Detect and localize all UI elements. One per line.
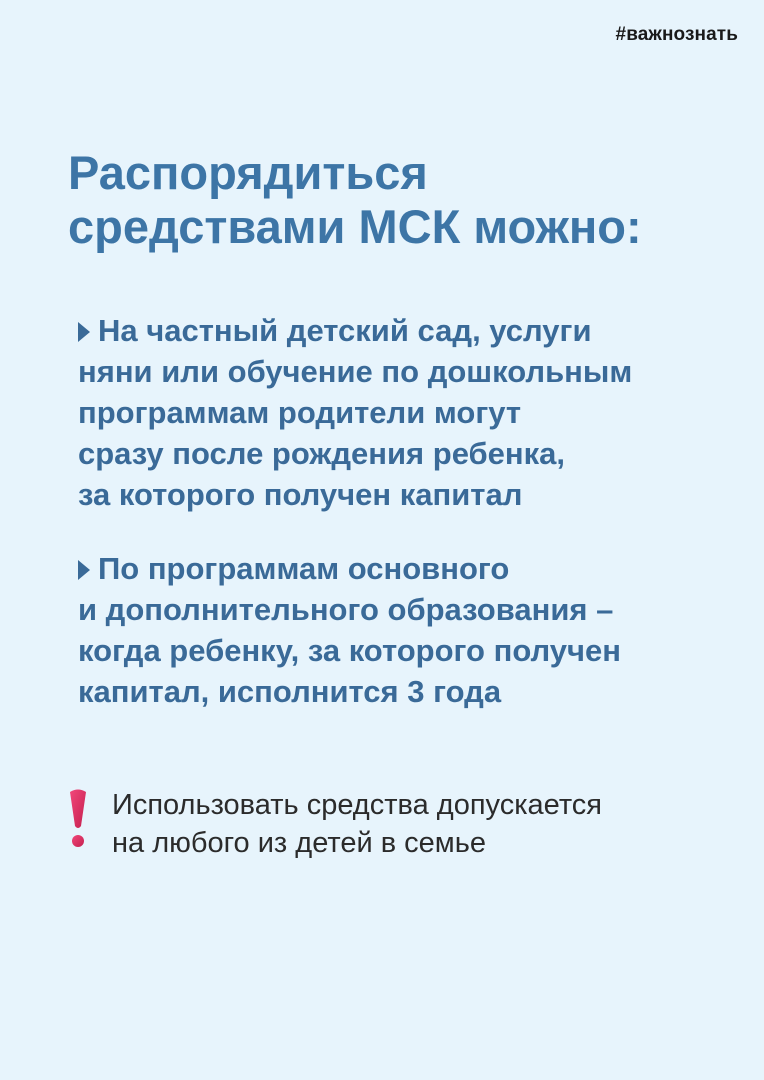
bullet-1-line-1: На частный детский сад, услуги xyxy=(78,310,718,351)
note-text xyxy=(112,786,602,862)
title-line-1: Распорядиться xyxy=(68,146,428,199)
page-title xyxy=(68,146,728,254)
bullet-2-line-2: и дополнительного образования – xyxy=(78,592,614,627)
bullet-2-line-3: когда ребенку, за которого получен xyxy=(78,633,621,668)
bullet-2-line-1: По программам основного xyxy=(78,548,718,589)
title-line-2: средствами МСК можно: xyxy=(68,200,642,253)
hashtag: #важнознать xyxy=(615,24,738,45)
bullet-1-line-4: сразу после рождения ребенка, xyxy=(78,436,566,471)
triangle-arrow-right-icon xyxy=(78,560,90,580)
bullet-2-line-4: капитал, исполнится 3 года xyxy=(78,674,502,709)
exclamation-icon xyxy=(66,788,90,850)
bullet-1-line-3: программам родители могут xyxy=(78,395,522,430)
triangle-arrow-right-icon xyxy=(78,322,90,342)
bullet-1-line-2: няни или обучение по дошкольным xyxy=(78,354,633,389)
note-line-2: на любого из детей в семье xyxy=(112,827,486,859)
bullet-item-1 xyxy=(78,310,718,515)
note-line-1: Использовать средства допускается xyxy=(112,789,602,821)
bullet-1-line-5: за которого получен капитал xyxy=(78,477,523,512)
bullet-item-2 xyxy=(78,548,718,712)
